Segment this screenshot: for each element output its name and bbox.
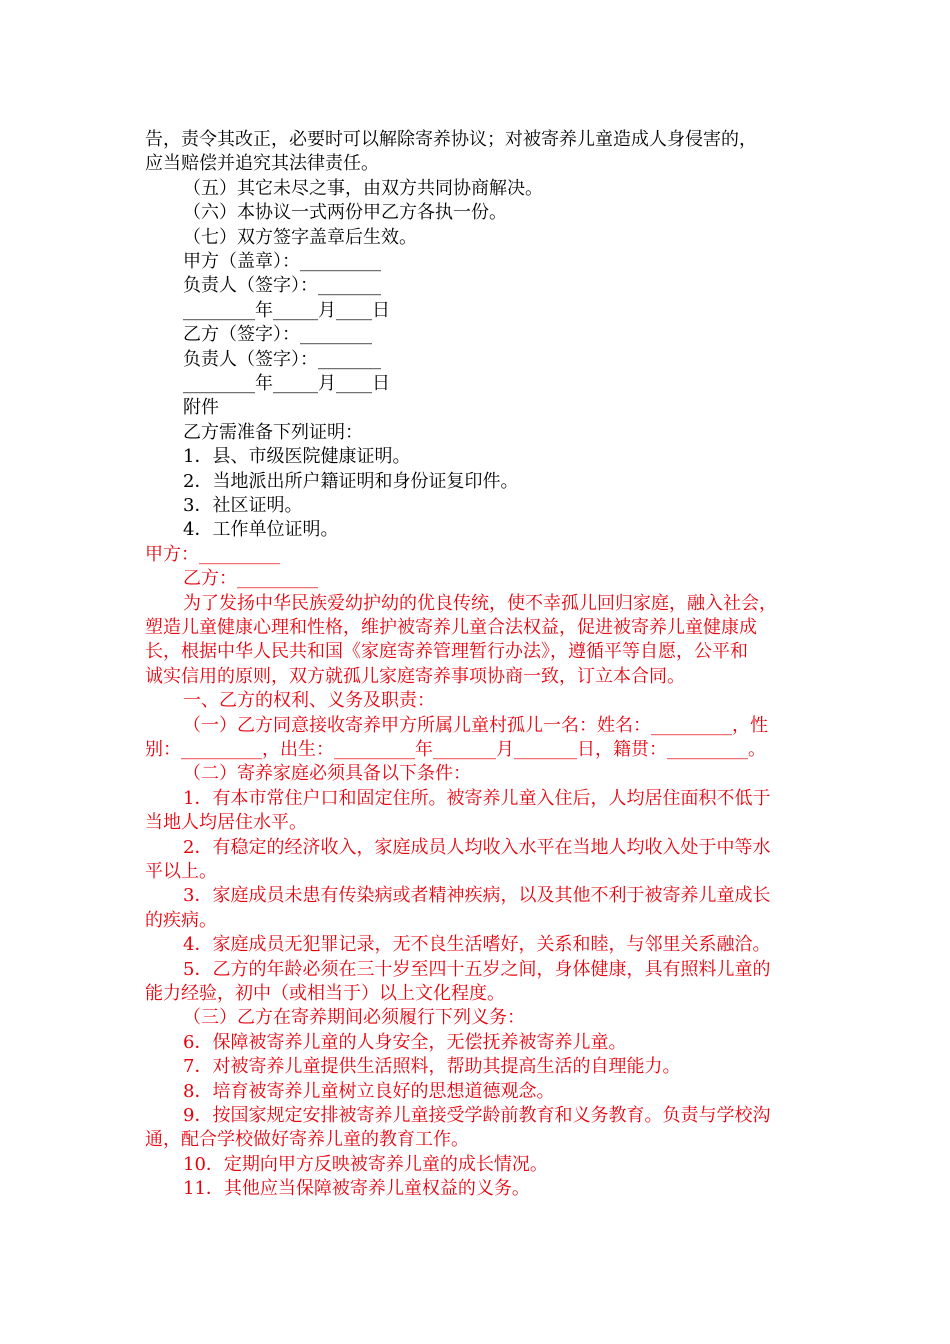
contract-red-text-line: 8．培育被寄养儿童树立良好的思想道德观念。: [183, 1080, 555, 1102]
contract-red-text-line: （一）乙方同意接收寄养甲方所属儿童村孤儿一名：姓名：_________，性: [183, 714, 768, 736]
contract-text-line: ________年_____月____日: [183, 373, 390, 394]
contract-red-text-line: 诚实信用的原则，双方就孤儿家庭寄养事项协商一致，订立本合同。: [145, 665, 685, 687]
contract-text-line: 1．县、市级医院健康证明。: [183, 446, 411, 468]
contract-text-line: （五）其它未尽之事，由双方共同协商解决。: [183, 177, 543, 199]
contract-red-text-line: 乙方：_________: [183, 568, 318, 590]
contract-text-line: 应当赔偿并追究其法律责任。: [145, 153, 379, 175]
contract-red-text-line: 7．对被寄养儿童提供生活照料，帮助其提高生活的自理能力。: [183, 1056, 681, 1078]
contract-red-text-line: （二）寄养家庭必须具备以下条件：: [183, 763, 471, 785]
contract-red-text-line: 平以上。: [145, 861, 217, 882]
contract-red-text-line: 甲方：_________: [145, 543, 280, 565]
contract-red-text-line: 5．乙方的年龄必须在三十岁至四十五岁之间，身体健康，具有照料儿童的: [183, 958, 771, 980]
contract-text-line: （七）双方签字盖章后生效。: [183, 226, 417, 248]
contract-text-line: 乙方需准备下列证明：: [183, 421, 363, 443]
contract-red-text-line: （三）乙方在寄养期间必须履行下列义务：: [183, 1007, 525, 1029]
contract-red-text-line: 11．其他应当保障被寄养儿童权益的义务。: [183, 1178, 530, 1200]
contract-text-line: 负责人（签字）：_______: [183, 275, 381, 297]
contract-red-text-line: 1．有本市常住户口和固定住所。被寄养儿童入住后，人均居住面积不低于: [183, 787, 771, 809]
contract-red-text-line: 塑造儿童健康心理和性格，维护被寄养儿童合法权益，促进被寄养儿童健康成: [145, 617, 757, 638]
contract-red-text-line: 3．家庭成员未患有传染病或者精神疾病，以及其他不利于被寄养儿童成长: [183, 885, 771, 907]
contract-red-text-line: 别：_________，出生：_________年_______月_______日，籍贯：_________。: [145, 739, 766, 760]
contract-red-text-line: 6．保障被寄养儿童的人身安全，无偿抚养被寄养儿童。: [183, 1031, 627, 1053]
contract-text-line: 甲方（盖章）：_________: [183, 251, 381, 272]
contract-text-line: 附件: [183, 397, 219, 419]
contract-red-text-line: 当地人均居住水平。: [145, 812, 307, 834]
contract-text-line: （六）本协议一式两份甲乙方各执一份。: [183, 202, 507, 224]
contract-text-line: 乙方（签字）：________: [183, 324, 372, 346]
contract-red-text-line: 一、乙方的权利、义务及职责：: [183, 690, 435, 712]
contract-text-line: 2．当地派出所户籍证明和身份证复印件。: [183, 470, 519, 492]
contract-red-text-line: 的疾病。: [145, 909, 217, 931]
contract-red-text-line: 9．按国家规定安排被寄养儿童接受学龄前教育和义务教育。负责与学校沟: [183, 1105, 771, 1126]
contract-red-text-line: 长，根据中华人民共和国《家庭寄养管理暂行办法》，遵循平等自愿，公平和: [145, 641, 748, 663]
contract-red-text-line: 为了发扬中华民族爱幼护幼的优良传统，使不幸孤儿回归家庭，融入社会，: [183, 592, 777, 614]
contract-red-text-line: 通，配合学校做好寄养儿童的教育工作。: [145, 1129, 469, 1151]
contract-red-text-line: 10．定期向甲方反映被寄养儿童的成长情况。: [183, 1153, 548, 1175]
contract-text-line: 3．社区证明。: [183, 495, 303, 516]
contract-text-line: 告，责令其改正，必要时可以解除寄养协议；对被寄养儿童造成人身侵害的，: [145, 129, 757, 150]
contract-text-line: 4．工作单位证明。: [183, 519, 339, 541]
contract-red-text-line: 能力经验，初中（或相当于）以上文化程度。: [145, 983, 505, 1004]
contract-text-line: 负责人（签字）：_______: [183, 348, 381, 370]
contract-red-text-line: 2．有稳定的经济收入，家庭成员人均收入水平在当地人均收入处于中等水: [183, 836, 771, 858]
contract-red-text-line: 4．家庭成员无犯罪记录，无不良生活嗜好，关系和睦，与邻里关系融洽。: [183, 934, 771, 956]
contract-text-line: ________年_____月____日: [183, 299, 390, 321]
